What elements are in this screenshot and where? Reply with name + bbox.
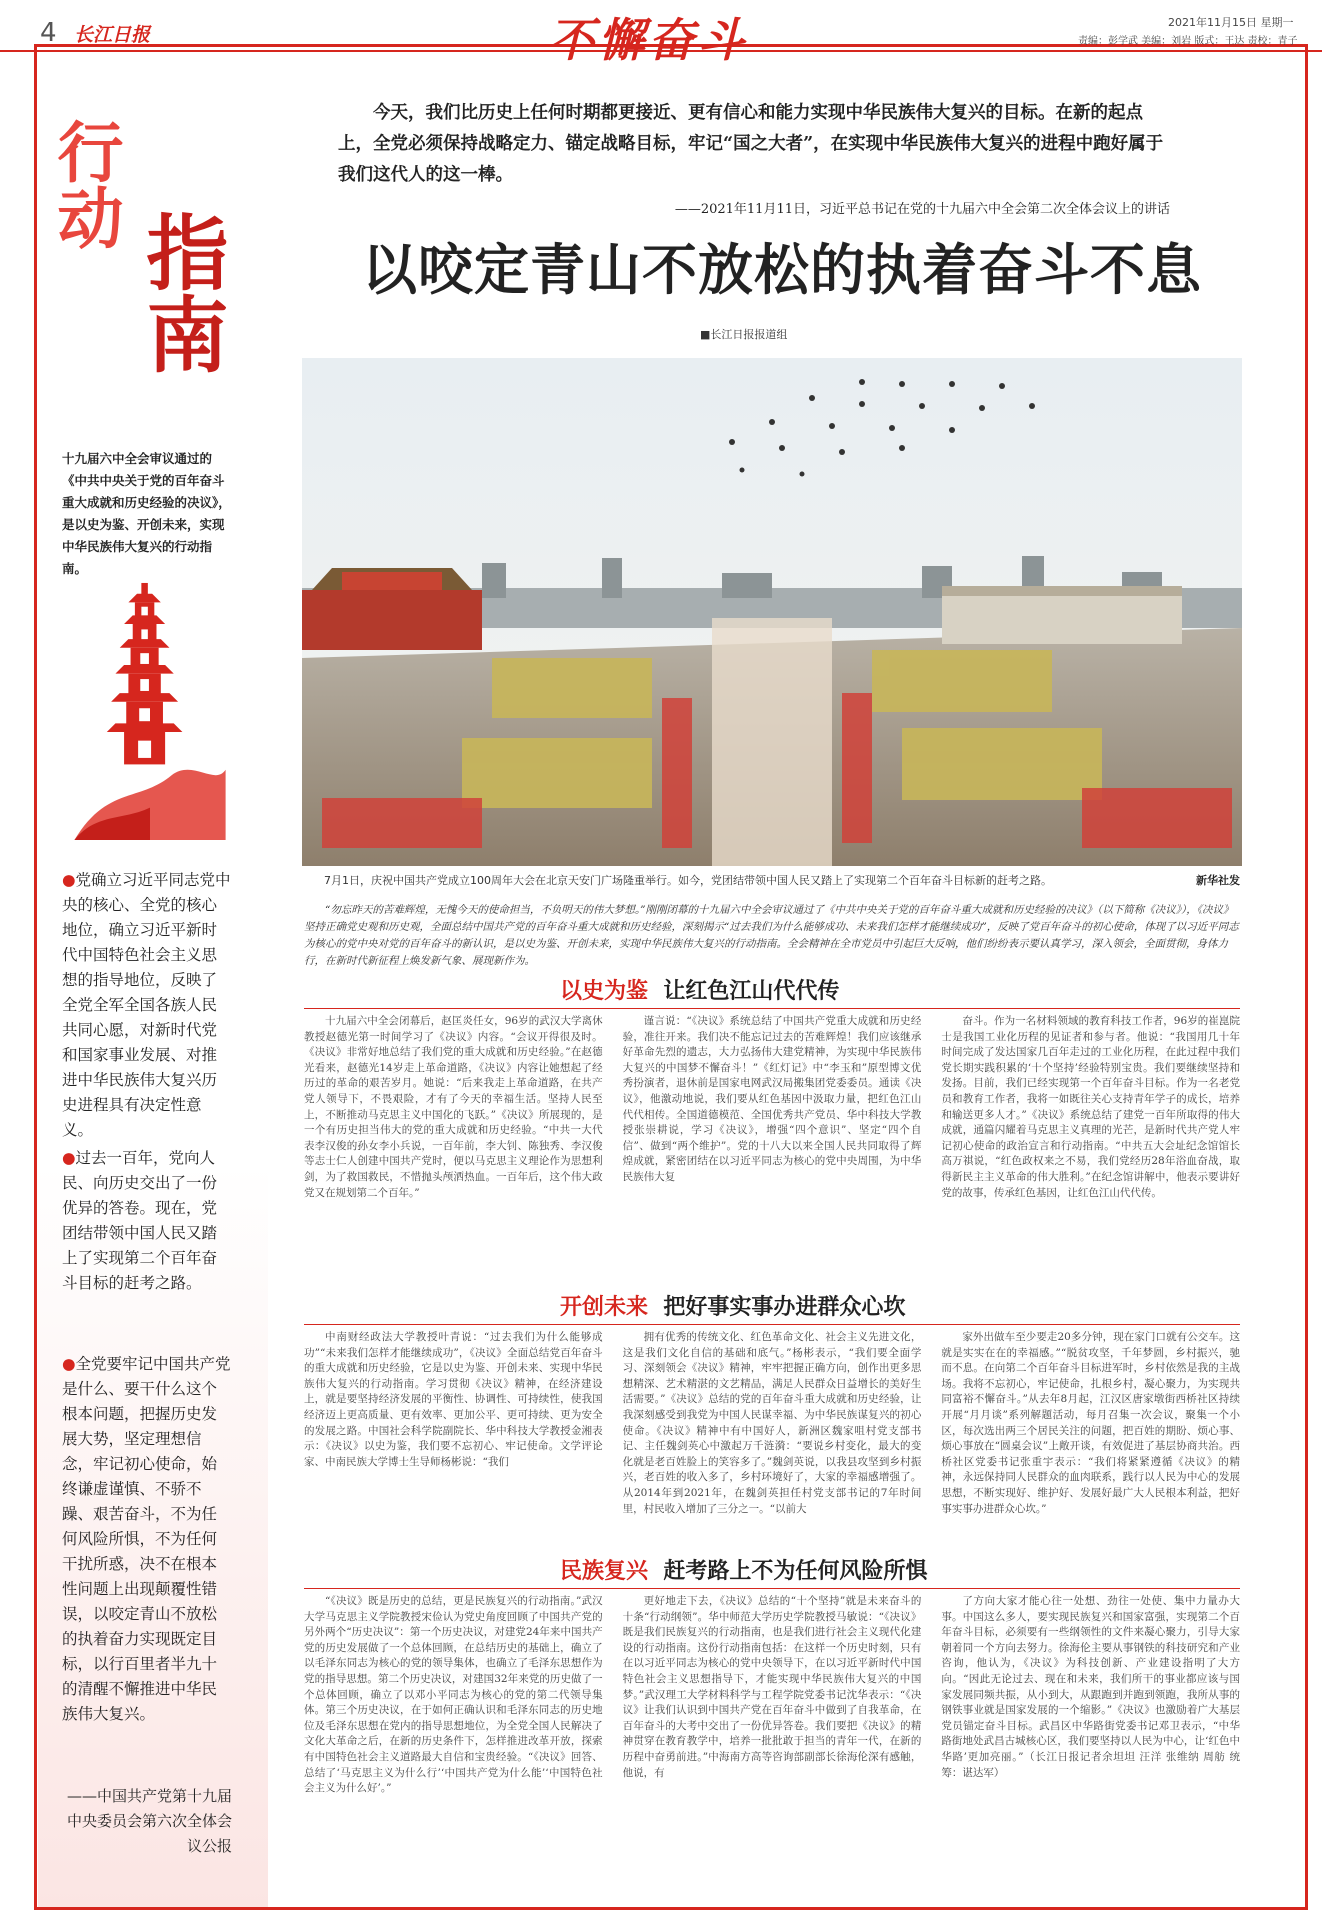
article-column: “《决议》既是历史的总结，更是民族复兴的行动指南。”武汉大学马克思主义学院教授宋俭认为党史角度回顾了中国共产党的另外两个“历史决议”：第一个历史决议，对建党24年来中国共产党的历史发展做了一个总体回顾，在总结历史的基础上，确立了以毛泽东同志为核心的党的领导集体，也确立了毛泽东思想作为党的指导思想。第二个历史决议，对建国32年来党的历史做了一个总体回顾，确立了以邓小平同志为核心的党的第二代领导集体。第三个历史决议，在于如何正确认识和毛泽东同志的历史地位及毛泽东思想在党内的指导思想地位，为全党全国人民解决了文化大革命之后，在新的历史条件下，怎样推进改革开放，探索有中国特色社会主义道路最大自信和宝贵经验。“《决议》回答、总结了‘马克思主义为什么行’‘中国共产党为什么能’‘中国特色社会主义为什么好’。” [304,1595,603,1795]
photo-caption: 7月1日，庆祝中国共产党成立100周年大会在北京天安门广场隆重举行。如今，党团结带领中国人民又踏上了实现第二个百年奋斗目标新的赶考之路。 [324,874,1052,887]
section-masthead: 不懈奋斗 [548,13,748,67]
sidebar-bullet-text: 过去一百年，党向人民、向历史交出了一份优异的答卷。现在，党团结带领中国人民又踏上了实现第二个百年奋斗目标的赶考之路。 [62,1149,218,1292]
section-heading-2 [560,1290,1260,1321]
byline: ■长江日报报道组 [700,328,788,341]
section-rule [304,1324,1240,1325]
section-3-body [304,1594,1240,1900]
article-column: 了方向大家才能心往一处想、劲往一处使、集中力量办大事。中国这么多人，要实现民族复兴和国家富强，实现第二个百年奋斗目标，必须要有一些纲领性的文件来凝心聚力，引导大家朝着同一个方向去努力。徐海伦主要从事钢铁的科技研究和产业咨询，他认为，《决议》为科技创新、产业建设指明了大方向。“因此无论过去、现在和未来，我们所干的事业都应该与国家发展同频共振，从小到大，从跟跑到并跑到领跑，我所从事的钢铁事业就是国家发展的一个缩影。”《决议》也激励着广大基层党员锚定奋斗目标。武昌区中华路街党委书记邓卫表示，“中华路街地处武昌古城核心区，我们要坚持以人民为中心，让‘红色中华路’更加亮丽。”（长江日报记者余坦坦 汪洋 张维纳 周舫 统筹：谌达军） [941,1595,1241,1779]
lead-quote: 今天，我们比历史上任何时期都更接近、更有信心和能力实现中华民族伟大复兴的目标。在新的起点上，全党必须保持战略定力、锚定战略目标，牢记“国之大者”，在实现中华民族伟大复兴的进程中跑好属于我们这代人的这一棒。 [338,103,1164,185]
sidebar-bullet-text: 党确立习近平同志党中央的核心、全党的核心地位，确立习近平新时代中国特色社会主义思想的指导地位，反映了全党全军全国各族人民共同心愿，对新时代党和国家事业发展、对推进中华民族伟大复兴历史进程具有决定性意义。 [62,871,231,1139]
tiananmen-photo [302,358,1242,866]
article-lead: “勿忘昨天的苦难辉煌，无愧今天的使命担当，不负明天的伟大梦想。”刚刚闭幕的十九届六中全会审议通过了《中共中央关于党的百年奋斗重大成就和历史经验的决议》（以下简称《决议》），《决议》坚持正确党史观和历史观，全面总结中国共产党的百年奋斗重大成就和历史经验，深刻揭示“过去我们为什么能够成功、未来我们怎样才能继续成功”，反映了党百年奋斗的初心使命，体现了以习近平同志为核心的党中央对党的百年奋斗的新认识，是以史为鉴、开创未来，实现中华民族伟大复兴的行动指南。全会精神在全市党员中引起巨大反响，他们纷纷表示要认真学习，深入领会，全面贯彻，身体力行，在新时代新征程上焕发新气象、展现新作为。 [304,904,1239,967]
article-column: 拥有优秀的传统文化、红色革命文化、社会主义先进文化，这是我们文化自信的基础和底气。”杨彬表示，“我们要全面学习、深刻领会《决议》精神，牢牢把握正确方向，创作出更多思想精深、艺术精湛的文艺精品，满足人民群众日益增长的美好生活需要。”《决议》总结的党的百年奋斗重大成就和历史经验，让我深刻感受到我党为中国人民谋幸福、为中华民族谋复兴的初心使命。《决议》精神中有中国好人，新洲区魏家咀村党支部书记、主任魏剑英心中激起万千涟漪：“要说乡村变化，最大的变化就是老百姓脸上的笑容多了。”魏剑英说，以我县攻坚到乡村振兴，老百姓的收入多了，乡村环境好了，大家的幸福感增强了。从2014年到2021年，在魏剑英担任村党支部书记的7年时间里，村民收入增加了三分之一。“以前大 [622,1331,922,1515]
bullet-dot: ● [62,871,76,889]
article-column: 十九届六中全会闭幕后，赵匡炎任女，96岁的武汉大学离休教授赵德光第一时间学习了《决议》内容。“会议开得很及时。《决议》非常好地总结了我们党的重大成就和历史经验。”在赵德光看来，赵德光14岁走上革命道路，《决议》内容让她想起了经历过的革命的艰苦岁月。她说：“后来我走上革命道路，在共产党人领导下，不畏艰险，才有了今天的幸福生活。坚持人民至上，不断推动马克思主义中国化的飞跃。”《决议》所展现的，是一个有历史担当伟大的党的重大成就和历史经验。“中共一大代表李汉俊的孙女李小兵说，一百年前，李大钊、陈独秀、李汉俊等志士仁人创建中国共产党时，便以马克思主义理论作为思想利剑，为了救国救民，不惜抛头颅洒热血。一百年后，这个伟大政党又在规划第二个百年。” [304,1015,603,1199]
section-2-body [304,1330,1240,1542]
section-heading-red: 开创未来 [560,1294,649,1320]
section-heading-black: 让红色江山代代传 [663,978,840,1004]
section-1-body [304,1014,1240,1274]
sidebar-title-top [46,118,124,250]
sidebar-intro: 十九届六中全会审议通过的《中共中央关于党的百年奋斗重大成就和历史经验的决议》，是以史为鉴、开创未来，实现中华民族伟大复兴的行动指南。 [62,451,231,576]
bullet-dot: ● [62,1149,76,1167]
editor-credits: 责编：彭学武 美编：刘岩 版式：王达 责校：青子 [1078,36,1298,47]
sidebar-bullet-1 [62,868,232,1143]
headline: 以咬定青山不放松的执着奋斗不息 [361,238,1202,302]
paper-name: 长江日报 [74,24,151,46]
section-rule [304,1008,1240,1009]
sidebar-bullet-3 [62,1352,232,1727]
article-column: 家外出做车至少要走20多分钟，现在家门口就有公交车。这就是实实在在的幸福感。”“脱贫攻坚，千年梦圆，乡村振兴，驰而不息。在向第二个百年奋斗目标进军时，乡村依然是我的主战场。我将不忘初心，牢记使命，扎根乡村，凝心聚力，为实现共同富裕不懈奋斗。”从去年8月起，江汉区唐家墩街西桥社区持续开展“月月谈”系列解题活动，每月召集一次会议，聚集一个小区，每次选出两三个居民关注的问题，把百姓的期盼、烦心事、烦心事放在“圆桌会议”上敞开谈，有效促进了基层协商共治。西桥社区党委书记张重宇表示：“我们将紧紧遵循《决议》的精神，永远保持同人民群众的血肉联系，践行以人民为中心的发展思想，不断实现好、维护好、发展好最广大人民根本利益，把好事实事办进群众心坎。” [941,1331,1241,1515]
section-heading-black: 赶考路上不为任何风险所惧 [663,1558,928,1584]
sidebar-title-bottom [133,210,240,374]
quote-source: ——2021年11月11日，习近平总书记在党的十九届六中全会第二次全体会议上的讲话 [674,202,1170,217]
article-column: 谨言说：“《决议》系统总结了中国共产党重大成就和历史经验，准往开来。我们决不能忘记过去的苦难辉煌！我们应该继承好革命先烈的遗志，大力弘扬伟大建党精神，为实现中华民族伟大复兴的中国梦不懈奋斗！”《红灯记》中“李玉和”原型博文优秀扮演者，退休前是国家电网武汉局搬集团党委委员。通读《决议》，他激动地说，我们要从红色基因中汲取力量，把红色江山代代相传。全国道德模范、全国优秀共产党员、华中科技大学教授张崇耕说，学习《决议》，增强“四个意识”、坚定“四个自信”、做到“两个维护”。党的十八大以来全国人民共同取得了辉煌成就，紧密团结在以习近平同志为核心的党中央周围，为中华民族伟大复 [622,1015,922,1183]
sidebar-bullet-text: 全党要牢记中国共产党是什么、要干什么这个根本问题，把握历史发展大势，坚定理想信念，牢记初心使命，始终谦虚谨慎、不骄不躁、艰苦奋斗，不为任何风险所惧，不为任何干扰所惑，决不在根本性问题上出现颠覆性错误，以咬定青山不放松的执着奋力实现既定目标，以行百里者半九十的清醒不懈推进中华民族伟大复兴。 [62,1355,231,1723]
section-heading-3 [560,1554,1260,1585]
sidebar-title-bottom-text: 指南 [133,210,229,374]
photo-credit: 新华社发 [1196,874,1240,887]
section-heading-black: 把好事实事办进群众心坎 [663,1294,906,1320]
page-number: 4 [40,18,57,48]
bullet-dot: ● [62,1355,76,1373]
section-heading-red: 民族复兴 [560,1558,649,1584]
section-heading-1 [560,974,1260,1005]
photo-illustration [302,358,1242,866]
article-column: 奋斗。作为一名材料领域的教育科技工作者，96岁的崔崑院士是我国工业化历程的见证者和参与者。他说：“我国用几十年时间完成了发达国家几百年走过的工业化历程，在此过程中我们党长期实践积累的‘十个坚持’经验特别宝贵。我们要继续坚持和发扬。目前，我们已经实现第一个百年奋斗目标。作为一名老党员和教育工作者，我将一如既往关心支持青年学子的成长，培养和输送更多人才。”《决议》系统总结了建党一百年所取得的伟大成就，通篇闪耀着马克思主义真理的光芒，是新时代共产党人牢记初心使命的政治宣言和行动指南。“中共五大会址纪念馆馆长高万祺说，“红色政权来之不易，我们党经历28年浴血奋战，取得新民主主义革命的伟大胜利。”在纪念馆讲解中，他表示要讲好党的故事，传承红色基因，让红色江山代代传。 [941,1015,1241,1199]
dateline: 2021年11月15日 星期一 [1168,16,1294,29]
section-rule [304,1588,1240,1589]
sidebar-signature: ——中国共产党第十九届中央委员会第六次全体会议公报 [66,1787,232,1855]
pagoda-illustration [60,570,240,840]
article-column: 更好地走下去，《决议》总结的“十个坚持”就是未来奋斗的十条“行动纲领”。华中师范大学历史学院教授马敏说：“《决议》既是我们民族复兴的行动指南，也是我们进行社会主义现代化建设的行动指南。这份行动指南包括：在这样一个历史时刻，只有在以习近平同志为核心的党中央领导下，在以习近平新时代中国特色社会主义思想指导下，才能实现中华民族伟大复兴的中国梦。”武汉理工大学材料科学与工程学院党委书记沈华表示：“《决议》让我们认识到中国共产党在百年奋斗中做到了自我革命，在百年奋斗的大考中交出了一份优异答卷。我们要把《决议》的精神贯穿在教育教学中，培养一批批敢于担当的青年一代，在新的历程中奋勇前进。”中海南方高等咨询部副部长徐海伦深有感触，他说，有 [622,1595,922,1779]
sidebar-title-top-text: 行动 [46,118,124,250]
article-column: 中南财经政法大学教授叶青说：“过去我们为什么能够成功”“未来我们怎样才能继续成功”，《决议》全面总结党百年奋斗的重大成就和历史经验，它是以史为鉴、开创未来、实现中华民族伟大复兴的行动指南。学习贯彻《决议》精神，在经济建设上，就是要坚持经济发展的平衡性、协调性、可持续性，使我国经济迈上更高质量、更有效率、更加公平、更可持续、更为安全的发展之路。中国社会科学院副院长、华中科技大学教授金湘表示：《决议》以史为鉴，我们要不忘初心、牢记使命。文学评论家、中南民族大学博士生导师杨彬说：“我们 [304,1331,603,1468]
section-heading-red: 以史为鉴 [560,978,649,1004]
sidebar-bullet-2 [62,1146,232,1296]
